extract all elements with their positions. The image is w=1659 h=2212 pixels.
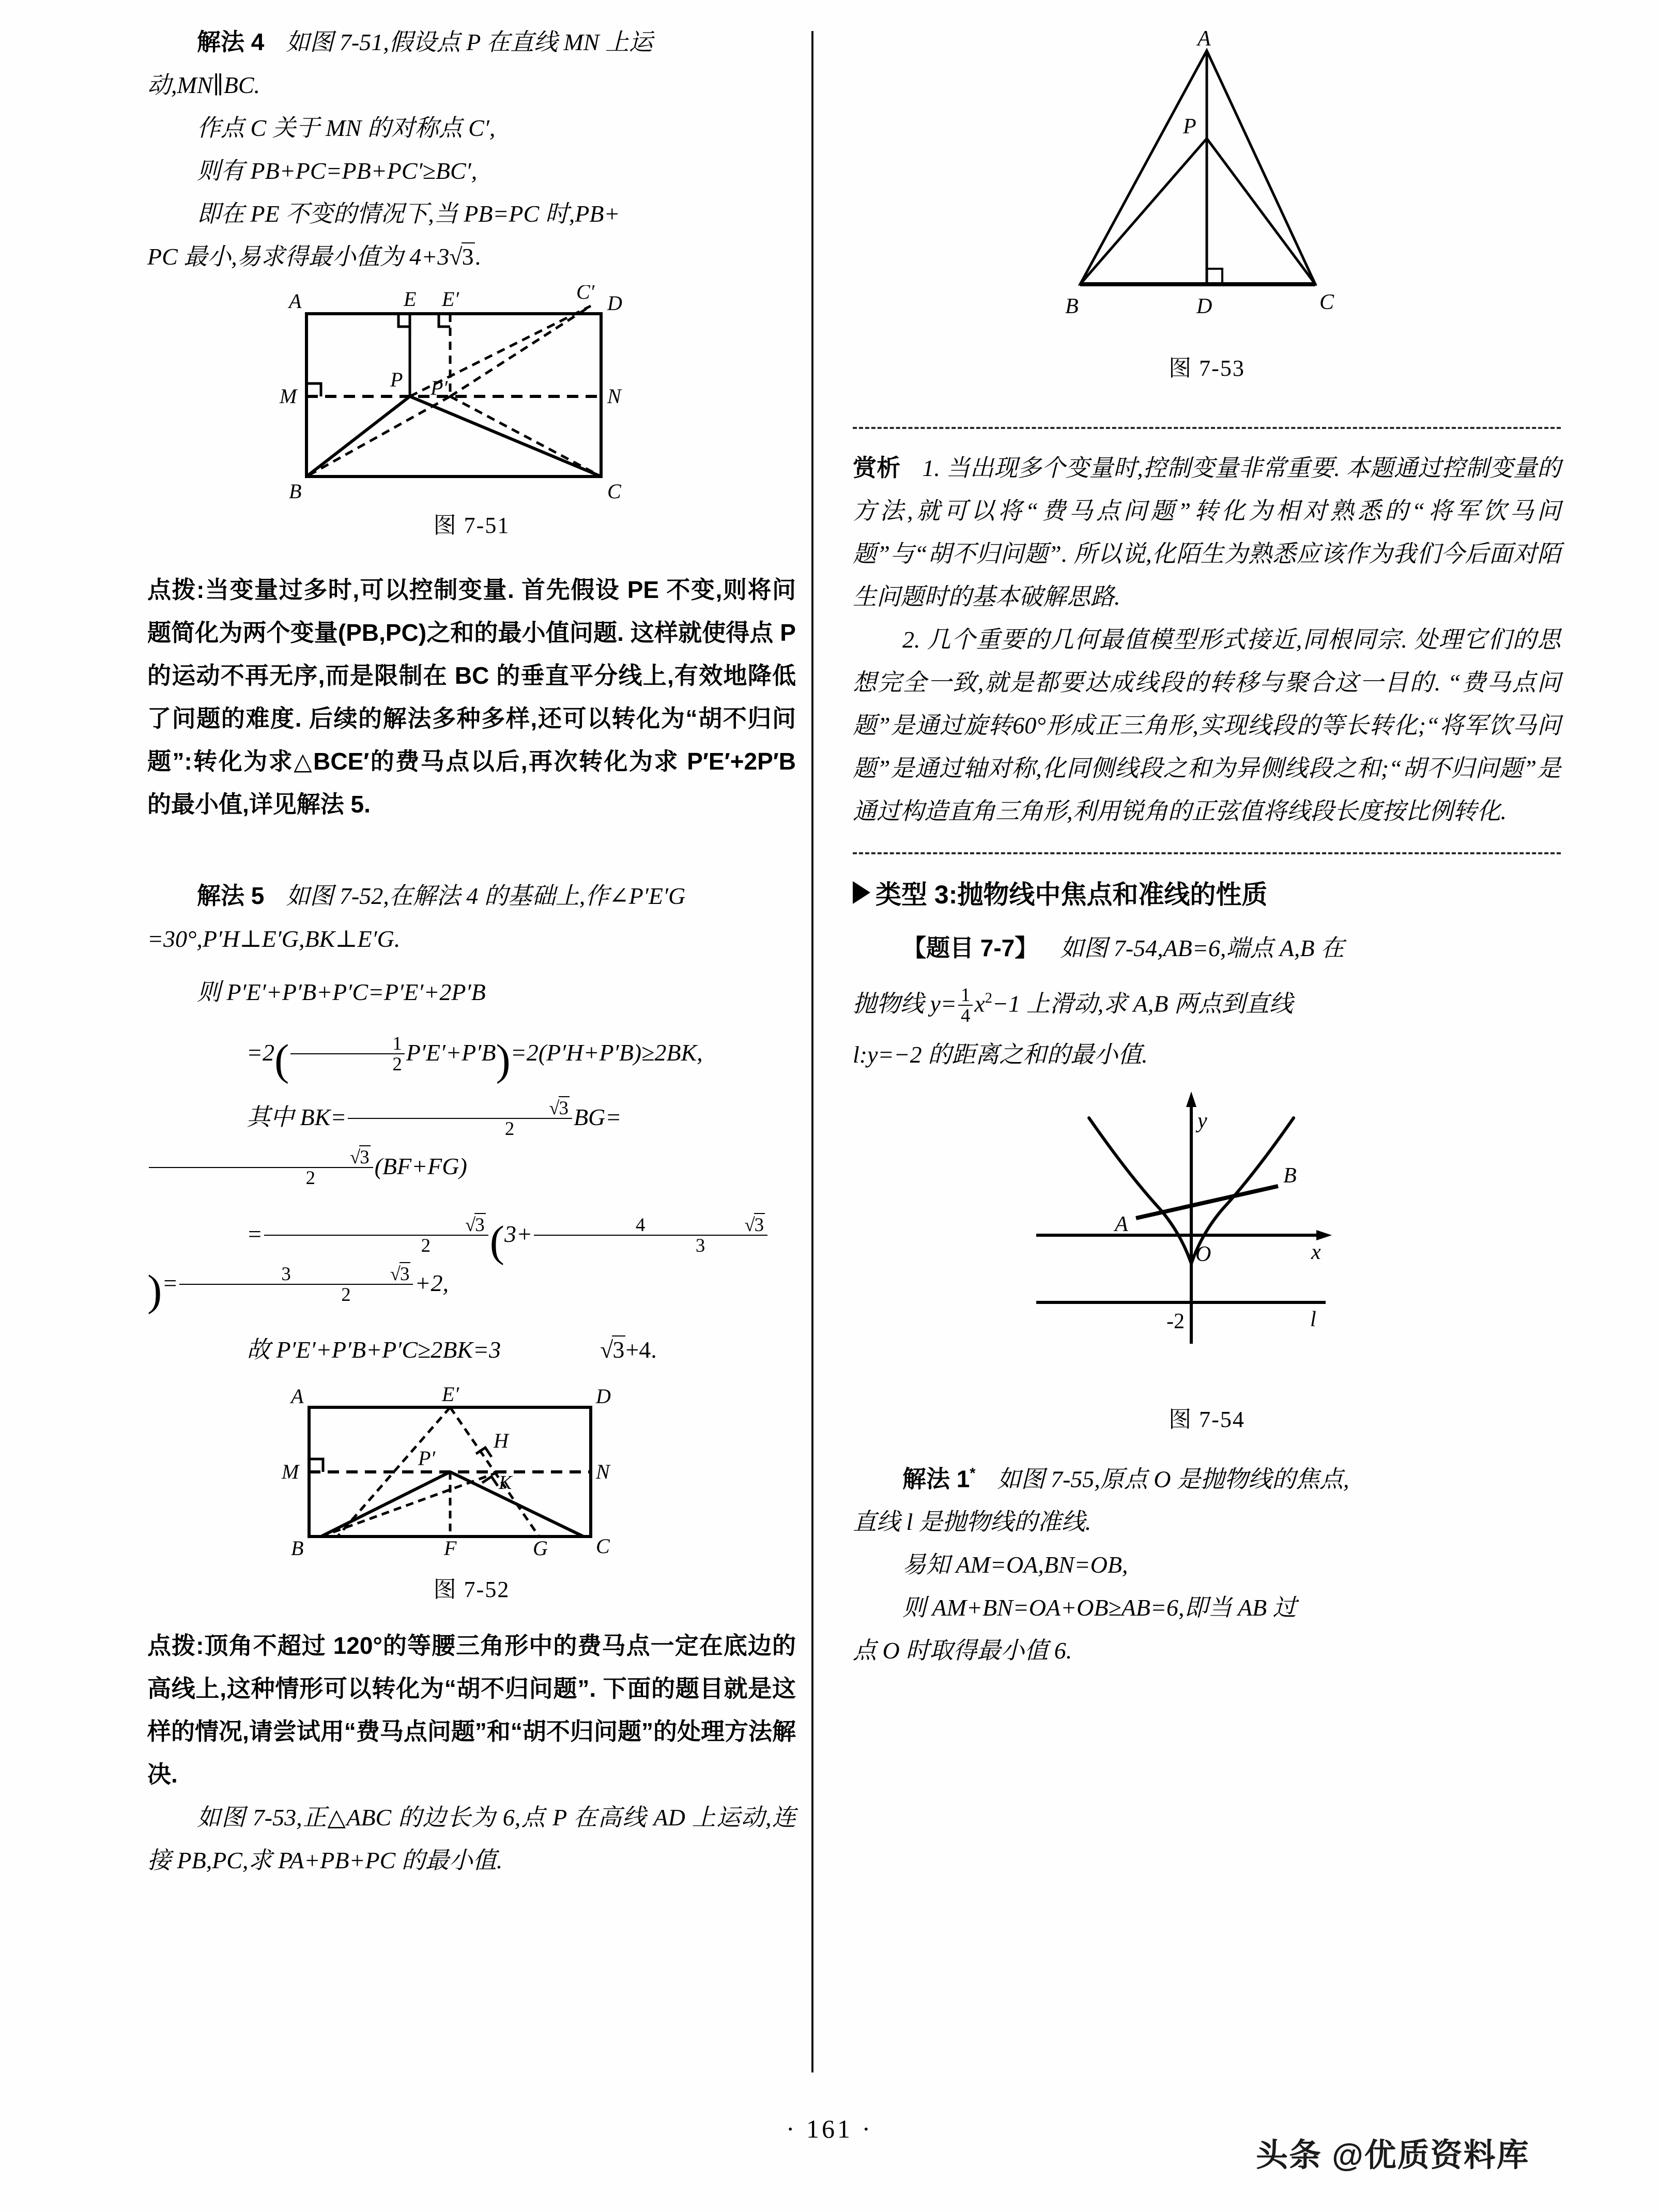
tip2-label: 点拨:	[147, 1632, 204, 1659]
figure-7-52-caption: 图 7-52	[433, 1577, 510, 1602]
figure-7-52	[147, 1387, 796, 1604]
solution4-block	[147, 21, 796, 64]
fig753-label-C: C	[1319, 290, 1334, 314]
left-paren: (	[274, 1036, 289, 1085]
figure-7-52-svg	[260, 1387, 684, 1557]
solution1-label: 解法 1	[902, 1465, 970, 1493]
right-column	[853, 0, 1561, 1672]
fig754-label-l: l	[1310, 1307, 1316, 1331]
fig751-label-D: D	[607, 291, 622, 315]
figure-7-51-svg	[260, 285, 684, 502]
tip1-text: 当变量过多时,可以控制变量. 首先假设 PE 不变,则将问题简化为两个变量(PB,PC)之和的最小值问题. 这样就使得点 P 的运动不再无序,而是限制在 BC 的垂直平分线上,有效地降低了问题的难度. 后续的解法多种多样,还可以转化为“胡不归问题”:转化为求△BCE′的费马点以后,再次转化为求 P′E′+2P′B 的最小值,详见解法 5.	[147, 576, 796, 818]
appreciation-item2: 2. 几个重要的几何最值模型形式接近,同根同宗. 处理它们的思想完全一致,就是都要达成线段的转移与聚合这一目的. “费马点问题”是通过旋转60°形成正三角形,实现线段的等长转化;“将军饮马问题”是通过轴对称,化同侧线段之和为异侧线段之和;“胡不归问题”是通过构造直角三角形,利用锐角的正弦值将线段长度按比例转化.	[853, 626, 1561, 824]
fig752-label-K: K	[498, 1472, 512, 1494]
fraction-one-quarter: $\frac{1}{4}$	[958, 985, 973, 1026]
solution1-line4: 则 AM+BN=OA+OB≥AB=6,即当 AB 过	[902, 1594, 1297, 1621]
fig752-label-B: B	[290, 1537, 303, 1557]
solution1-block	[853, 1452, 1561, 1501]
solution1-line3: 易知 AM=OA,BN=OB,	[902, 1552, 1128, 1578]
fig752-label-N: N	[595, 1460, 610, 1483]
solution5-label: 解法 5	[197, 882, 265, 909]
fig752-label-Ep: E′	[441, 1387, 459, 1406]
solution4-line3: 作点 C 关于 MN 的对称点 C′,	[197, 115, 496, 141]
fig752-label-Pp: P′	[418, 1447, 435, 1470]
figure-7-53-caption: 图 7-53	[1169, 356, 1245, 381]
solution5-line1: 如图 7-52,在解法 4 的基础上,作∠P′E′G	[286, 883, 686, 909]
right-paren: )	[496, 1036, 511, 1085]
fig753-label-P: P	[1183, 115, 1196, 139]
solution1-line2: 直线 l 是抛物线的准线.	[853, 1509, 1092, 1535]
solution4-label: 解法 4	[197, 28, 265, 55]
appreciation-block	[853, 447, 1561, 618]
appreciation-label: 赏析	[853, 454, 901, 481]
column-divider	[811, 31, 813, 2072]
fig754-label-O: O	[1195, 1242, 1211, 1266]
figure-7-54	[853, 1085, 1561, 1434]
fig754-label-x: x	[1311, 1240, 1321, 1264]
appreciation-item1: 1. 当出现多个变量时,控制变量非常重要. 本题通过控制变量的方法,就可以将“费马点问题”转化为相对熟悉的“将军饮马问题”与“胡不归问题”. 所以说,化陌生为熟悉应该作为我们今后面对陌生问题时的基本破解思路.	[853, 455, 1561, 610]
fig751-label-Ep: E′	[441, 287, 459, 311]
tip2-para2: 如图 7-53,正△ABC 的边长为 6,点 P 在高线 AD 上运动,连接 PB,PC,求 PA+PB+PC 的最小值.	[147, 1804, 796, 1873]
problem-7-7-label: 【题目 7-7】	[902, 934, 1039, 961]
solution5-line2: =30°,P′H⊥E′G,BK⊥E′G.	[147, 926, 401, 952]
fraction-sqrt3-over-2-b: $\frac{√3}{2}$	[149, 1147, 373, 1188]
figure-7-54-svg	[974, 1085, 1439, 1395]
fig751-label-N: N	[607, 385, 621, 408]
figure-7-53	[853, 26, 1561, 382]
fig753-label-A: A	[1197, 27, 1211, 51]
solution4-line5: 即在 PE 不变的情况下,当 PB=PC 时,PB+	[197, 201, 620, 227]
figure-7-53-svg	[974, 26, 1439, 346]
solution1-line5: 点 O 时取得最小值 6.	[853, 1637, 1072, 1664]
solution5-eq3: 其中 BK= $\frac{√3}{2}$ BG= $\frac{√3}{2}$ (BF+FG)	[147, 1093, 796, 1191]
fig751-label-C: C	[607, 480, 621, 502]
solution4-line2: 动,MN∥BC.	[147, 72, 260, 98]
fig751-label-P: P	[390, 368, 403, 391]
type3-heading	[853, 874, 1561, 911]
problem-7-7-line3: l:y=−2 的距离之和的最小值.	[853, 1041, 1148, 1068]
solution5-eq4: = $\frac{√3}{2}$ (3+ $\frac{4 √3}{3}$ )= $\frac{3 √3}{2}$ +2,	[147, 1209, 796, 1308]
tip1-label: 点拨:	[147, 576, 205, 603]
fig751-label-M: M	[279, 385, 297, 408]
separator-top	[853, 427, 1561, 429]
figure-7-54-caption: 图 7-54	[1169, 1406, 1245, 1432]
fig751-label-E: E	[403, 287, 416, 311]
solution5-eq2: =2( $\frac{1}{2}$ P′E′+P′B)=2(P′H+P′B)≥2BK,	[247, 1032, 703, 1085]
fig752-label-D: D	[595, 1387, 611, 1408]
fig751-label-Cp: C′	[576, 285, 594, 303]
type3-heading-text: 类型 3:抛物线中焦点和准线的性质	[875, 880, 1268, 909]
fig754-label-A: A	[1115, 1212, 1128, 1236]
triangle-right-icon	[853, 881, 870, 904]
figure-7-51-caption: 图 7-51	[433, 513, 510, 538]
fig752-label-H: H	[493, 1429, 509, 1452]
tip2-text: 顶角不超过 120°的等腰三角形中的费马点一定在底边的高线上,这种情形可以转化为“胡不归问题”. 下面的题目就是这样的情况,请尝试用“费马点问题”和“胡不归问题”的处理方法解决.	[147, 1632, 796, 1788]
fig752-label-M: M	[281, 1460, 299, 1483]
fraction-half: $\frac{1}{2}$	[290, 1034, 404, 1074]
solution4-line6: PC 最小,易求得最小值为 4+3	[147, 243, 450, 270]
fraction-sqrt3-over-2-c: $\frac{√3}{2}$	[264, 1215, 488, 1256]
fig752-label-C: C	[595, 1534, 610, 1557]
fig752-label-A: A	[290, 1387, 303, 1408]
fraction-sqrt3-over-2-a: $\frac{√3}{2}$	[348, 1098, 572, 1139]
fig751-label-Pp: P′	[430, 376, 448, 400]
solution4-line1: 如图 7-51,假设点 P 在直线 MN 上运	[286, 29, 653, 55]
fig753-label-D: D	[1196, 295, 1212, 318]
left-column: 解法 4 如图 7-51,假设点 P 在直线 MN 上运 动,MN∥BC. 作点 C 关于 MN 的对称点 C′, 则有 PB+PC=PB+PC′≥BC′, 即在 PE 不变的情况下,当 PB=PC 时,PB+ PC 最小,易求得最小值为 4+3√3. A E E′ C′ D M N P P′ B C 图 7-51 点拨:当变量过多时,可以控制变量. 首先假设 PE 不变,则将问题简化为两个变量(PB,PC)之和的最小值问题. 这样就使得点 P 的运动不再无序,而是限制在 BC 的垂直平分线上,有效地降低了问题的难度. 后续的解法多种多样,还可以转化为“胡不归问题”:转化为求△BCE′的费马点以后,再次转化为求 P′E′+2P′B 的最小值,详见解法 5. 解法 5 如图 7-52,在解法 4 的基础上,作∠P′E′G =30°,P′H⊥E′G,BK⊥E′G. 则 P′E′+P′B+P′C=P′E′+2P′B =2( $\frac{1}{2}$ P′E′+P′B)=2(P′H+P′B)≥2BK, 其中 BK= $\frac{√3}{2}$ BG= $\frac{√3}{2}$ (BF+FG) = $\frac{√3}{2}$ (3+ $\frac{4 √3}{3}$ )= $\frac{3 √3}{2}$ +2, 故 P′E′+P′B+P′C≥2BK=3 √3+4. A E′ D M N P′ H K B F G C 图 7-52 点拨:顶角不超过 120°的等腰三角形中的费马点一定在底边的高线上,这种情形可以转化为“胡不归问题”. 下面的题目就是这样的情况,请尝试用“费马点问题”和“胡不归问题”的处理方法解决. 如图 7-53,正△ABC 的边长为 6,点 P 在高线 AD 上运动,连接 PB,PC,求 PA+PB+PC 的最小值.	[147, 0, 796, 1882]
figure-7-51	[147, 285, 796, 540]
solution4-line4: 则有 PB+PC=PB+PC′≥BC′,	[197, 158, 478, 184]
solution5-eq1: 则 P′E′+P′B+P′C=P′E′+2P′B	[197, 979, 486, 1005]
tip-block-1	[147, 569, 796, 826]
tip-block-2	[147, 1624, 796, 1796]
fig752-label-F: F	[443, 1537, 456, 1557]
solution1-star: *	[970, 1465, 976, 1482]
fig753-label-B: B	[1065, 295, 1079, 318]
problem-7-7-line2: 抛物线 y= $\frac{1}{4}$ $x^2-1$ 上滑动,求 A,B 两点到直线	[853, 984, 1293, 1026]
fig754-label-B: B	[1283, 1163, 1297, 1188]
sqrt-3-icon: √3	[449, 243, 474, 270]
fraction-4sqrt3-over-3: $\frac{4 √3}{3}$	[534, 1215, 767, 1256]
fig754-label-minus2: -2	[1166, 1309, 1185, 1333]
page-number: · 161 ·	[786, 2114, 873, 2143]
fig754-label-y: y	[1197, 1109, 1207, 1133]
problem-7-7-block	[853, 927, 1561, 970]
sqrt-3-icon-2: √3	[600, 1337, 625, 1363]
fig751-label-B: B	[288, 480, 301, 502]
separator-bottom	[853, 852, 1561, 854]
solution5-block	[147, 874, 796, 917]
fig751-label-A: A	[288, 289, 301, 313]
fraction-3sqrt3-over-2: $\frac{3 √3}{2}$	[179, 1264, 413, 1305]
solution5-eq5: 故 P′E′+P′B+P′C≥2BK=3 √3+4.	[147, 1325, 796, 1374]
fig752-label-G: G	[532, 1537, 548, 1557]
solution1-line1: 如图 7-55,原点 O 是抛物线的焦点,	[997, 1466, 1349, 1493]
watermark: 头条 @优质资料库	[1256, 2138, 1530, 2173]
problem-7-7-line1: 如图 7-54,AB=6,端点 A,B 在	[1060, 935, 1345, 961]
